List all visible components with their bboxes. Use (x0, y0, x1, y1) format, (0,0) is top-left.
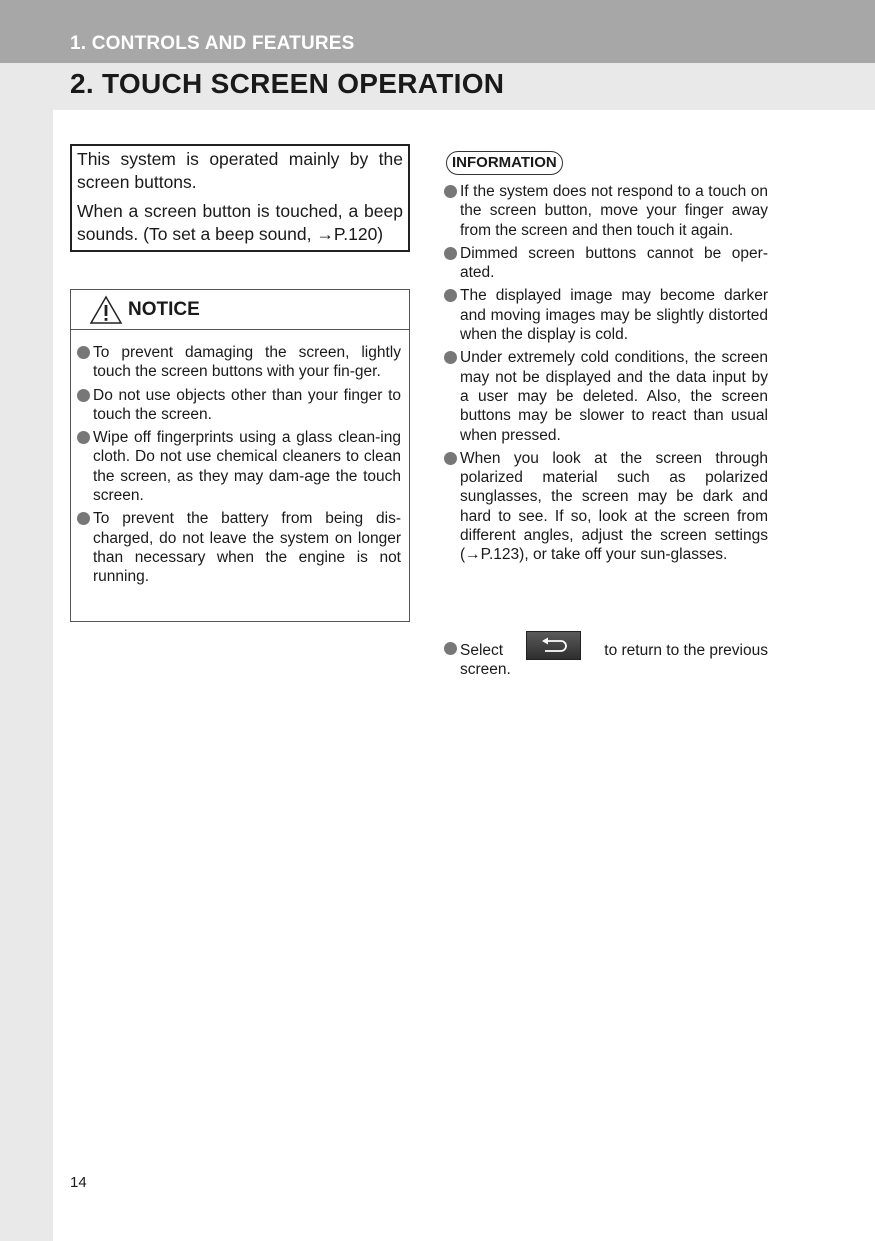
select-row (460, 630, 768, 660)
select-suffix: to return to the previous (604, 641, 768, 659)
information-item (460, 244, 768, 283)
intro-paragraph-1: This system is operated mainly by the screen buttons. (77, 149, 403, 192)
select-back-item (460, 630, 768, 679)
notice-list (71, 330, 409, 587)
notice-item-text: To prevent the battery from being dis-charged, do not leave the system on longer than necessary when the engine is not running. (93, 510, 401, 586)
bullet-icon (444, 185, 457, 198)
bullet-icon (444, 247, 457, 260)
notice-item-text: Do not use objects other than your finger to touch the screen. (93, 386, 401, 423)
information-item (460, 286, 768, 344)
notice-item (93, 509, 401, 586)
select-end: screen. (460, 661, 511, 678)
bullet-icon (444, 452, 457, 465)
notice-item (93, 343, 401, 382)
bullet-icon (77, 431, 90, 444)
information-item-text: The displayed image may become darker and moving images may be slightly distorted when the display is cold. (460, 287, 768, 344)
notice-item-text: To prevent damaging the screen, lightly touch the screen buttons with your fin-ger. (93, 344, 401, 381)
page-number: 14 (70, 1174, 87, 1191)
bullet-icon (77, 346, 90, 359)
information-badge: INFORMATION (446, 151, 563, 175)
information-list (460, 182, 768, 569)
bullet-icon (77, 389, 90, 402)
information-item-text: Dimmed screen buttons cannot be oper-ated. (460, 244, 768, 282)
information-item (460, 449, 768, 565)
back-button[interactable] (526, 631, 581, 660)
bullet-icon (77, 512, 90, 525)
information-item-text: Under extremely cold conditions, the screen may not be displayed and the data input by a user may be deleted. Also, the screen buttons may be slower to react than usual when pressed. (460, 349, 768, 444)
notice-label: NOTICE (128, 299, 200, 320)
notice-item (93, 386, 401, 425)
chapter-title: 1. CONTROLS AND FEATURES (70, 33, 355, 54)
notice-header (71, 290, 409, 330)
intro-box (70, 144, 410, 252)
back-arrow-icon (539, 637, 569, 655)
select-prefix: Select (460, 641, 504, 659)
information-item-text: If the system does not respond to a touch on the screen button, move your finger away from the screen and then touch it again. (460, 183, 768, 239)
notice-item (93, 428, 401, 505)
intro-paragraph-2: When a screen button is touched, a beep sounds. (To set a beep sound, →P.120) (77, 201, 403, 244)
bullet-icon (444, 642, 457, 655)
warning-triangle-icon (89, 295, 123, 325)
section-title: 2. TOUCH SCREEN OPERATION (70, 68, 505, 99)
information-item (460, 348, 768, 444)
notice-box (70, 289, 410, 622)
information-item-text: When you look at the screen through polarized material such as polarized sunglasses, the screen may be dark and hard to see. If so, look at the screen from different angles, adjust the screen settings (→P.123), or take off your sun-glasses. (460, 449, 768, 564)
notice-item-text: Wipe off fingerprints using a glass clean-ing cloth. Do not use chemical cleaners to clean the screen, as they may dam-age the touch screen. (93, 429, 401, 505)
information-item (460, 182, 768, 240)
